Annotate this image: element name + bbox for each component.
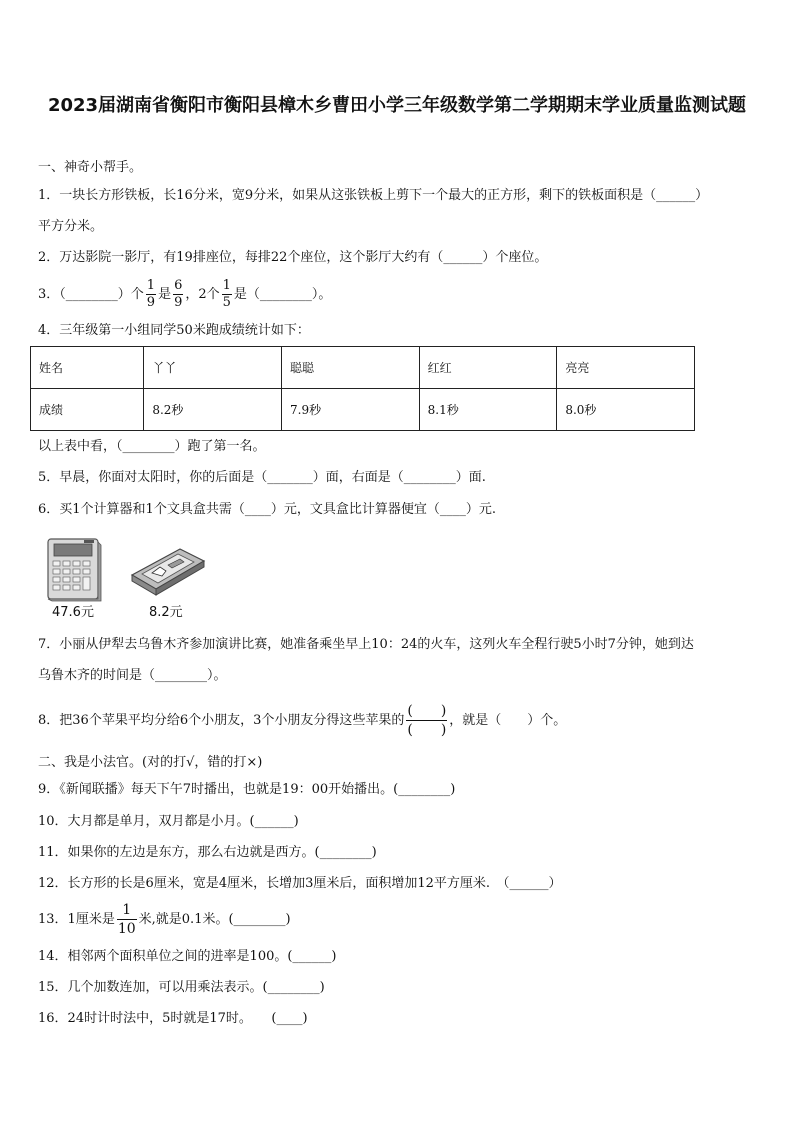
score-table [30,346,695,431]
calculator-image [46,537,102,602]
pencil-case-image [128,545,208,597]
question-7-line-1: 7．小丽从伊犁去乌鲁木齐参加演讲比赛，她准备乘坐早上10：24的火车，这列火车全程行驶5小时7分钟，她到达 [38,637,694,652]
question-11: 11．如果你的左边是东方，那么右边就是西方。(________) [38,845,377,860]
table-row [31,389,695,431]
section-heading-2: 二、我是小法官。(对的打√，错的打×) [38,755,263,770]
fraction-denominator: 9 [174,295,183,310]
table-cell: 8.2秒 [144,389,282,431]
question-13-suffix: 米,就是0.1米。(________) [138,912,291,927]
question-12: 12．长方形的长是6厘米，宽是4厘米，长增加3厘米后，面积增加12平方厘米. （______） [38,876,562,891]
question-15: 15．几个加数连加，可以用乘法表示。(________) [38,980,325,995]
fraction-numerator: ( ) [407,703,447,719]
table-header-row [31,347,695,389]
question-6: 6．买1个计算器和1个文具盒共需（____）元，文具盒比计算器便宜（____）元. [38,502,496,517]
fraction-1-9 [146,278,156,311]
question-3 [38,278,331,312]
question-9: 9．《新闻联播》每天下午7时播出，也就是19：00开始播出。(________) [38,782,456,797]
fraction-numerator: 1 [222,278,231,293]
calculator-price: 47.6元 [52,605,94,620]
fraction-blank [406,702,447,739]
fraction-numerator: 6 [174,278,183,293]
table-cell: 8.0秒 [557,389,695,431]
question-13-prefix: 13．1厘米是 [38,912,115,927]
question-8-prefix: 8．把36个苹果平均分给6个小朋友，3个小朋友分得这些苹果的 [38,713,405,728]
question-7-line-2: 乌鲁木齐的时间是（________）。 [38,668,227,683]
question-1-line-2: 平方分米。 [38,219,104,234]
fraction-6-9 [173,278,183,311]
table-cell: 亮亮 [557,347,695,389]
fraction-numerator: 1 [146,278,156,293]
fraction-numerator: 1 [117,901,137,920]
fraction-1-10 [117,901,137,938]
question-3-mid-1: 是 [158,287,172,302]
question-14: 14．相邻两个面积单位之间的进率是100。(______) [38,949,337,964]
section-heading-1: 一、神奇小帮手。 [38,160,143,175]
fraction-denominator: 5 [222,295,231,310]
question-16: 16．24时计时法中，5时就是17时。 (____) [38,1011,308,1026]
question-4-after: 以上表中看，（________）跑了第一名。 [38,439,266,454]
fraction-denominator: 10 [117,921,136,937]
question-3-prefix: 3．（________）个 [38,287,144,302]
pencil-case-price: 8.2元 [149,605,183,620]
question-4-intro: 4．三年级第一小组同学50米跑成绩统计如下： [38,323,310,338]
question-3-mid-2: ，2个 [185,287,220,302]
question-13 [38,901,291,939]
table-cell: 聪聪 [282,347,420,389]
fraction-denominator: 9 [146,295,156,310]
page-title: 2023届湖南省衡阳市衡阳县樟木乡曹田小学三年级数学第二学期期末学业质量监测试题 [47,95,747,116]
table-cell: 姓名 [31,347,144,389]
question-5: 5．早晨，你面对太阳时，你的后面是（_______）面，右面是（________）面. [38,470,486,485]
fraction-1-5 [222,278,232,311]
table-cell: 丫丫 [144,347,282,389]
question-2: 2．万达影院一影厅，有19排座位，每排22个座位，这个影厅大约有（______）个座位。 [38,250,548,265]
question-1-line-1: 1．一块长方形铁板，长16分米，宽9分米，如果从这张铁板上剪下一个最大的正方形，剩下的铁板面积是（______） [38,188,709,203]
table-cell: 7.9秒 [282,389,420,431]
question-10: 10．大月都是单月，双月都是小月。(______) [38,814,299,829]
question-8 [38,700,566,742]
fraction-denominator: ( ) [407,722,447,738]
table-cell: 8.1秒 [419,389,557,431]
question-8-suffix: ，就是（ ）个。 [449,713,567,728]
table-cell: 成绩 [31,389,144,431]
question-3-suffix: 是（________）。 [233,287,332,302]
table-cell: 红红 [419,347,557,389]
